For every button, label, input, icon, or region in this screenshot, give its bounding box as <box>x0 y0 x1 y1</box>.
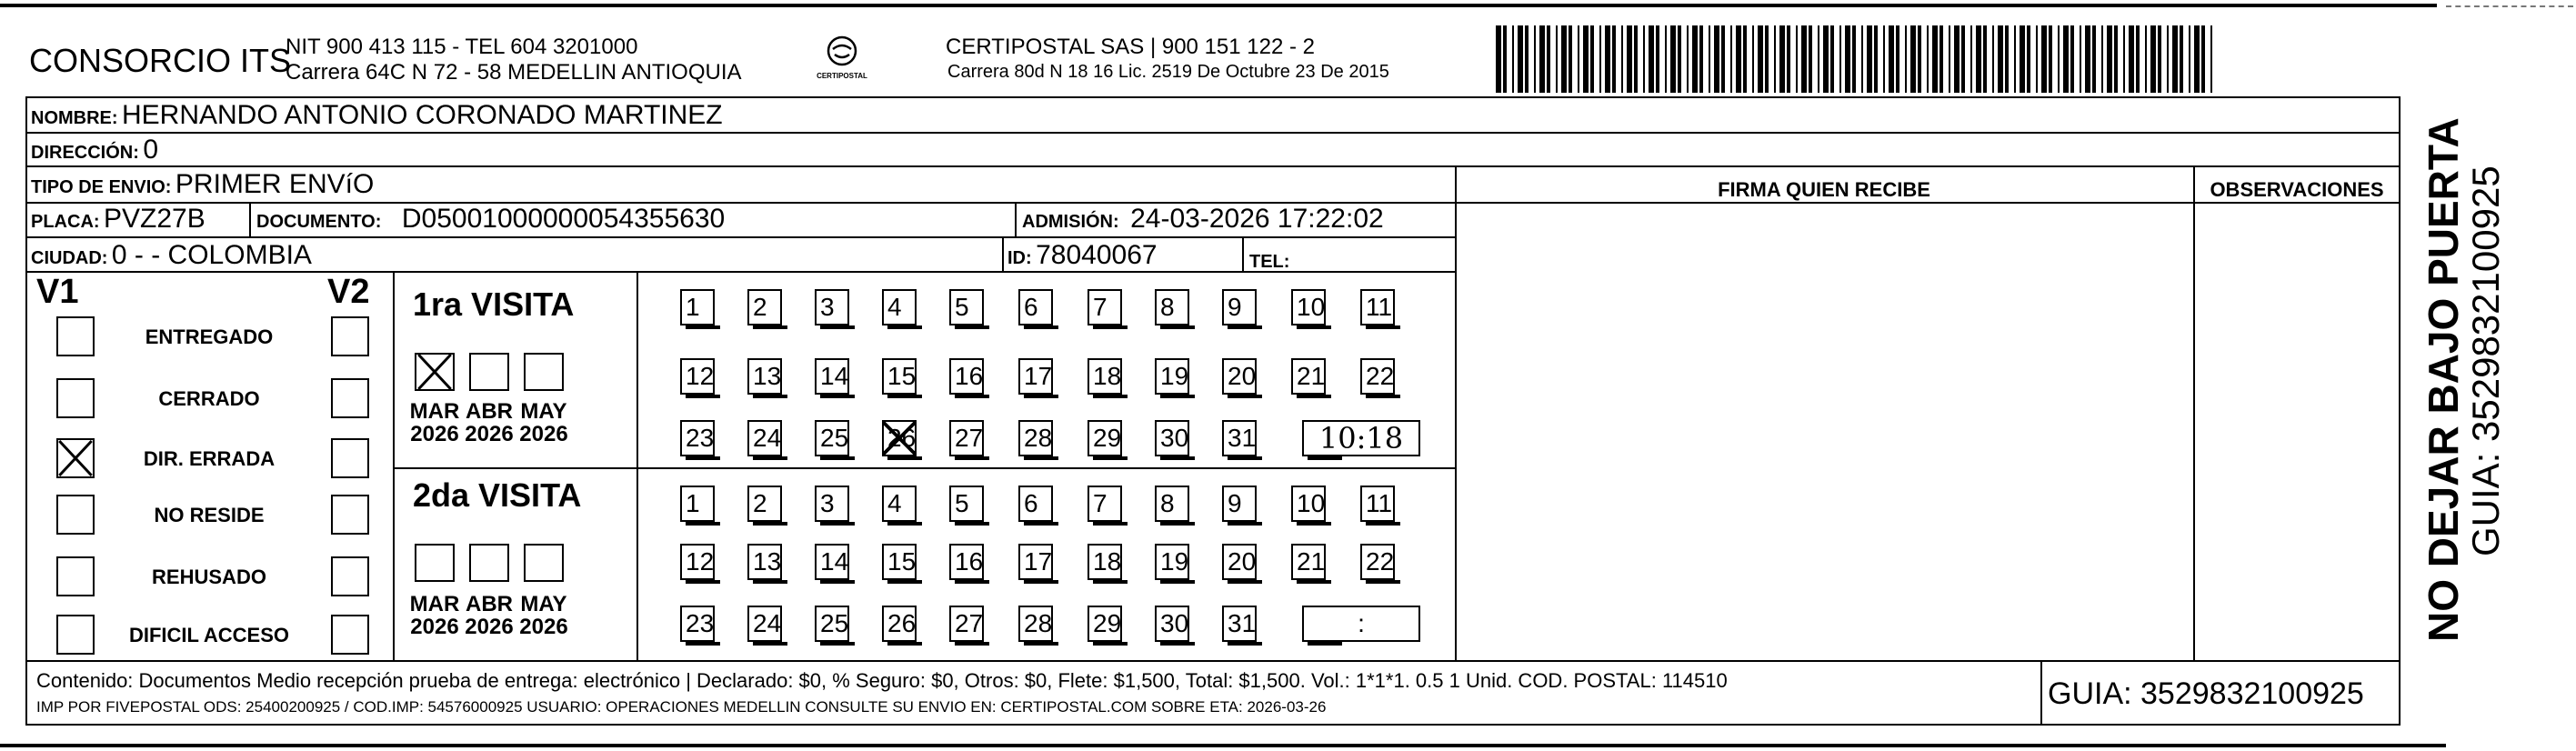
visit1-title: 1ra VISITA <box>413 285 575 323</box>
status-v2-checkbox[interactable] <box>331 316 369 356</box>
month-year: 2026 <box>519 422 568 446</box>
id-row <box>1007 240 1158 271</box>
id-label: ID: <box>1007 248 1032 268</box>
divider-visits <box>393 467 1455 469</box>
month-label <box>462 593 516 638</box>
divider <box>25 132 2401 134</box>
v1-header: V1 <box>36 273 79 311</box>
day-box[interactable]: 21 <box>1291 358 1326 395</box>
day-box[interactable]: 26 <box>882 420 917 456</box>
company-name: CONSORCIO ITS <box>29 42 292 79</box>
day-box[interactable]: 17 <box>1018 358 1053 395</box>
day-box[interactable]: 28 <box>1018 606 1053 642</box>
divider <box>1002 236 1004 271</box>
company-address: Carrera 64C N 72 - 58 MEDELLIN ANTIOQUIA <box>286 60 742 85</box>
courier-name: CERTIPOSTAL SAS | 900 151 122 - 2 <box>946 35 1315 59</box>
time-box[interactable]: : <box>1302 606 1420 642</box>
day-box[interactable]: 12 <box>680 544 715 580</box>
logo-text: CERTIPOSTAL <box>817 72 867 80</box>
month-name: MAY <box>520 592 567 616</box>
status-v1-checkbox[interactable] <box>56 438 95 478</box>
firma-header: FIRMA QUIEN RECIBE <box>1718 178 1930 201</box>
direccion-value: 0 <box>143 135 159 165</box>
month-name: ABR <box>466 399 513 424</box>
day-box[interactable]: 23 <box>680 606 715 642</box>
status-label: CERRADO <box>158 387 260 410</box>
footer-imp: IMP POR FIVEPOSTAL ODS: 25400200925 / COD.IMP: 54576000925 USUARIO: OPERACIONES MEDELLIN CONSULTE SU ENVIO EN: CERTIPOSTAL.COM SOBRE ETA: 2026-03-26 <box>36 698 1327 716</box>
no-dejar-label: NO DEJAR BAJO PUERTA <box>2420 117 2467 642</box>
day-box[interactable]: 29 <box>1088 606 1122 642</box>
ciudad-label: CIUDAD: <box>31 248 108 268</box>
day-box[interactable]: 11 <box>1360 486 1395 522</box>
bottom-border <box>0 744 2446 747</box>
divider <box>25 165 2401 167</box>
day-box[interactable]: 13 <box>747 358 782 395</box>
status-v1-checkbox[interactable] <box>56 556 95 596</box>
status-v2-checkbox[interactable] <box>331 438 369 478</box>
status-label: NO RESIDE <box>154 504 265 526</box>
day-box[interactable]: 28 <box>1018 420 1053 456</box>
tipo-value: PRIMER ENVíO <box>175 169 375 199</box>
visit2-title: 2da VISITA <box>413 476 582 514</box>
day-box[interactable]: 20 <box>1222 544 1257 580</box>
day-box[interactable]: 5 <box>949 289 984 325</box>
top-dash <box>2446 5 2573 7</box>
footer-content: Contenido: Documentos Medio recepción prueba de entrega: electrónico | Declarado: $0, % Seguro: $0, Otros: $0, Flete: $1,500, Total: $1,500. Vol.: 1*1*1. 0.5 1 Unid. COD. POSTAL: 114510 <box>36 669 1728 692</box>
day-box[interactable]: 8 <box>1155 289 1189 325</box>
day-box[interactable]: 9 <box>1222 289 1257 325</box>
day-box[interactable]: 31 <box>1222 420 1257 456</box>
tipo-row <box>31 169 374 200</box>
footer-guia: GUIA: 3529832100925 <box>2048 676 2364 711</box>
month-checkbox[interactable] <box>524 353 564 391</box>
status-v1-checkbox[interactable] <box>56 495 95 535</box>
ciudad-value: 0 - - COLOMBIA <box>111 240 312 270</box>
day-box[interactable]: 24 <box>747 606 782 642</box>
month-label <box>407 593 462 638</box>
month-label <box>516 593 571 638</box>
v2-header: V2 <box>327 273 370 311</box>
month-checkbox[interactable] <box>524 544 564 582</box>
month-year: 2026 <box>410 422 459 446</box>
day-box[interactable]: 14 <box>815 544 849 580</box>
divider <box>1242 236 1244 271</box>
direccion-label: DIRECCIÓN: <box>31 143 139 163</box>
day-box[interactable]: 16 <box>949 544 984 580</box>
direccion-row <box>31 135 158 165</box>
status-v2-checkbox[interactable] <box>331 615 369 655</box>
day-box[interactable]: 3 <box>815 486 849 522</box>
day-box[interactable]: 19 <box>1155 358 1189 395</box>
divider-status <box>393 271 395 660</box>
month-year: 2026 <box>465 615 514 639</box>
documento-value: D05001000000054355630 <box>401 204 726 234</box>
status-v2-checkbox[interactable] <box>331 495 369 535</box>
status-label: REHUSADO <box>152 566 266 588</box>
tipo-label: TIPO DE ENVIO: <box>31 177 172 197</box>
day-box[interactable]: 4 <box>882 486 917 522</box>
day-box[interactable]: 27 <box>949 420 984 456</box>
day-box[interactable]: 4 <box>882 289 917 325</box>
day-box[interactable]: 24 <box>747 420 782 456</box>
company-nit: NIT 900 413 115 - TEL 604 3201000 <box>286 35 638 59</box>
side-guia: GUIA: 3529832100925 <box>2464 165 2507 556</box>
status-v2-checkbox[interactable] <box>331 556 369 596</box>
day-box[interactable]: 27 <box>949 606 984 642</box>
day-box[interactable]: 10 <box>1291 486 1326 522</box>
divider-visit <box>636 271 638 660</box>
day-box[interactable]: 13 <box>747 544 782 580</box>
day-box[interactable]: 1 <box>680 289 715 325</box>
day-box[interactable]: 2 <box>747 486 782 522</box>
day-box[interactable]: 16 <box>949 358 984 395</box>
day-box[interactable]: 15 <box>882 544 917 580</box>
month-checkbox[interactable] <box>469 544 509 582</box>
divider-obs <box>2193 165 2195 662</box>
nombre-label: NOMBRE: <box>31 108 118 128</box>
day-box[interactable]: 14 <box>815 358 849 395</box>
documento-row <box>256 204 725 235</box>
day-box[interactable]: 19 <box>1155 544 1189 580</box>
ciudad-row <box>31 240 312 271</box>
day-box[interactable]: 7 <box>1088 486 1122 522</box>
day-box[interactable]: 30 <box>1155 606 1189 642</box>
admision-value: 24-03-2026 17:22:02 <box>1130 204 1384 234</box>
divider <box>1455 202 2401 204</box>
status-label: DIR. ERRADA <box>143 447 276 470</box>
placa-row <box>31 204 205 235</box>
day-box[interactable]: 5 <box>949 486 984 522</box>
month-checkbox[interactable] <box>469 353 509 391</box>
month-name: MAR <box>409 592 460 616</box>
day-box[interactable]: 2 <box>747 289 782 325</box>
day-box[interactable]: 1 <box>680 486 715 522</box>
day-box[interactable]: 8 <box>1155 486 1189 522</box>
day-box[interactable]: 20 <box>1222 358 1257 395</box>
day-box[interactable]: 26 <box>882 606 917 642</box>
day-box[interactable]: 10 <box>1291 289 1326 325</box>
month-label <box>407 400 462 446</box>
id-value: 78040067 <box>1036 240 1158 270</box>
status-label: DIFICIL ACCESO <box>128 624 289 646</box>
day-box[interactable]: 6 <box>1018 486 1053 522</box>
day-box[interactable]: 7 <box>1088 289 1122 325</box>
month-year: 2026 <box>410 615 459 639</box>
day-box[interactable]: 23 <box>680 420 715 456</box>
month-year: 2026 <box>519 615 568 639</box>
day-box[interactable]: 31 <box>1222 606 1257 642</box>
divider <box>1015 202 1017 236</box>
placa-value: PVZ27B <box>104 204 205 234</box>
tel-label: TEL: <box>1249 252 1290 272</box>
status-label: ENTREGADO <box>145 325 274 348</box>
barcode <box>1496 25 2223 93</box>
divider <box>25 271 1455 273</box>
day-box[interactable]: 6 <box>1018 289 1053 325</box>
month-name: MAY <box>520 399 567 424</box>
day-box[interactable]: 9 <box>1222 486 1257 522</box>
nombre-row <box>31 100 723 131</box>
day-box[interactable]: 25 <box>815 420 849 456</box>
divider <box>25 236 1455 238</box>
placa-label: PLACA: <box>31 212 100 232</box>
day-box[interactable]: 22 <box>1360 358 1395 395</box>
status-v2-checkbox[interactable] <box>331 378 369 418</box>
divider <box>249 202 251 236</box>
courier-address: Carrera 80d N 18 16 Lic. 2519 De Octubre 23 De 2015 <box>947 62 1389 82</box>
day-box[interactable]: 22 <box>1360 544 1395 580</box>
day-box[interactable]: 11 <box>1360 289 1395 325</box>
divider-firma <box>1455 165 1457 662</box>
day-box[interactable]: 18 <box>1088 358 1122 395</box>
month-year: 2026 <box>465 422 514 446</box>
status-v1-checkbox[interactable] <box>56 316 95 356</box>
day-box[interactable]: 3 <box>815 289 849 325</box>
footer-frame <box>25 660 2401 726</box>
certipostal-logo <box>813 35 871 80</box>
top-border <box>0 4 2437 7</box>
day-box[interactable]: 29 <box>1088 420 1122 456</box>
month-label <box>516 400 571 446</box>
status-v1-checkbox[interactable] <box>56 378 95 418</box>
month-name: MAR <box>409 399 460 424</box>
documento-label: DOCUMENTO: <box>256 212 382 232</box>
month-checkbox[interactable] <box>415 544 455 582</box>
day-box[interactable]: 15 <box>882 358 917 395</box>
day-box[interactable]: 30 <box>1155 420 1189 456</box>
admision-row <box>1022 204 1384 235</box>
nombre-value: HERNANDO ANTONIO CORONADO MARTINEZ <box>122 100 723 130</box>
month-label <box>462 400 516 446</box>
month-checkbox[interactable] <box>415 353 455 391</box>
day-box[interactable]: 21 <box>1291 544 1326 580</box>
tel-row <box>1249 244 1289 275</box>
status-v1-checkbox[interactable] <box>56 615 95 655</box>
day-box[interactable]: 25 <box>815 606 849 642</box>
day-box[interactable]: 18 <box>1088 544 1122 580</box>
admision-label: ADMISIÓN: <box>1022 212 1119 232</box>
observaciones-header: OBSERVACIONES <box>2210 178 2384 201</box>
day-box[interactable]: 17 <box>1018 544 1053 580</box>
month-name: ABR <box>466 592 513 616</box>
time-box[interactable]: 10:18 <box>1302 420 1420 456</box>
day-box[interactable]: 12 <box>680 358 715 395</box>
